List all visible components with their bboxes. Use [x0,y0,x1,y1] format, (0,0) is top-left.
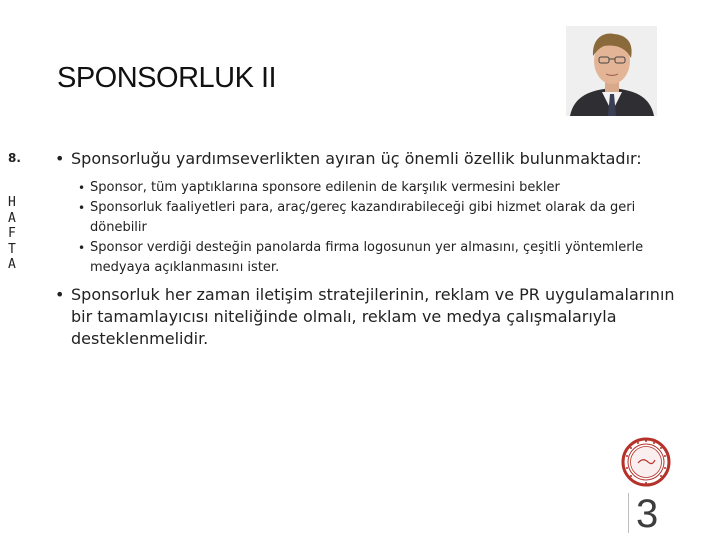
page-number: 3 [636,492,659,536]
presenter-photo [566,26,657,116]
vertical-letter: F [8,226,16,241]
university-seal-icon [621,437,671,487]
vertical-letter: A [8,210,16,226]
bullet-item: • Sponsorluk her zaman iletişim stratejilerinin, reklam ve PR uygulamalarının bir tamamlayıcısı niteliğinde olmalı, reklam ve medya çalışmalarıyla desteklenmelidir. [55,284,675,350]
vertical-letter: H [8,195,16,210]
page-number-divider [628,493,629,533]
sub-bullet-item: • Sponsor, tüm yaptıklarına sponsore edilenin de karşılık vermesini bekler [78,178,675,198]
slide-title: SPONSORLUK II [57,62,277,94]
sub-bullet-item: • Sponsor verdiği desteğin panolarda firma logosunun yer almasını, çeşitli yöntemlerle medyaya açıklanmasını ister. [78,238,675,278]
bullet-item: • Sponsorluğu yardımseverlikten ayıran üç önemli özellik bulunmaktadır: [55,148,675,170]
sub-bullet-list [78,178,675,278]
week-label: 8. [8,151,21,165]
vertical-hafta-label [8,195,20,273]
slide-content [55,148,675,350]
presenter-portrait [566,26,657,116]
vertical-letter: T [8,241,16,257]
vertical-letter: A [8,257,16,272]
sub-bullet-item: • Sponsorluk faaliyetleri para, araç/gereç kazandırabileceği gibi hizmet olarak da geri dönebilir [78,198,675,238]
